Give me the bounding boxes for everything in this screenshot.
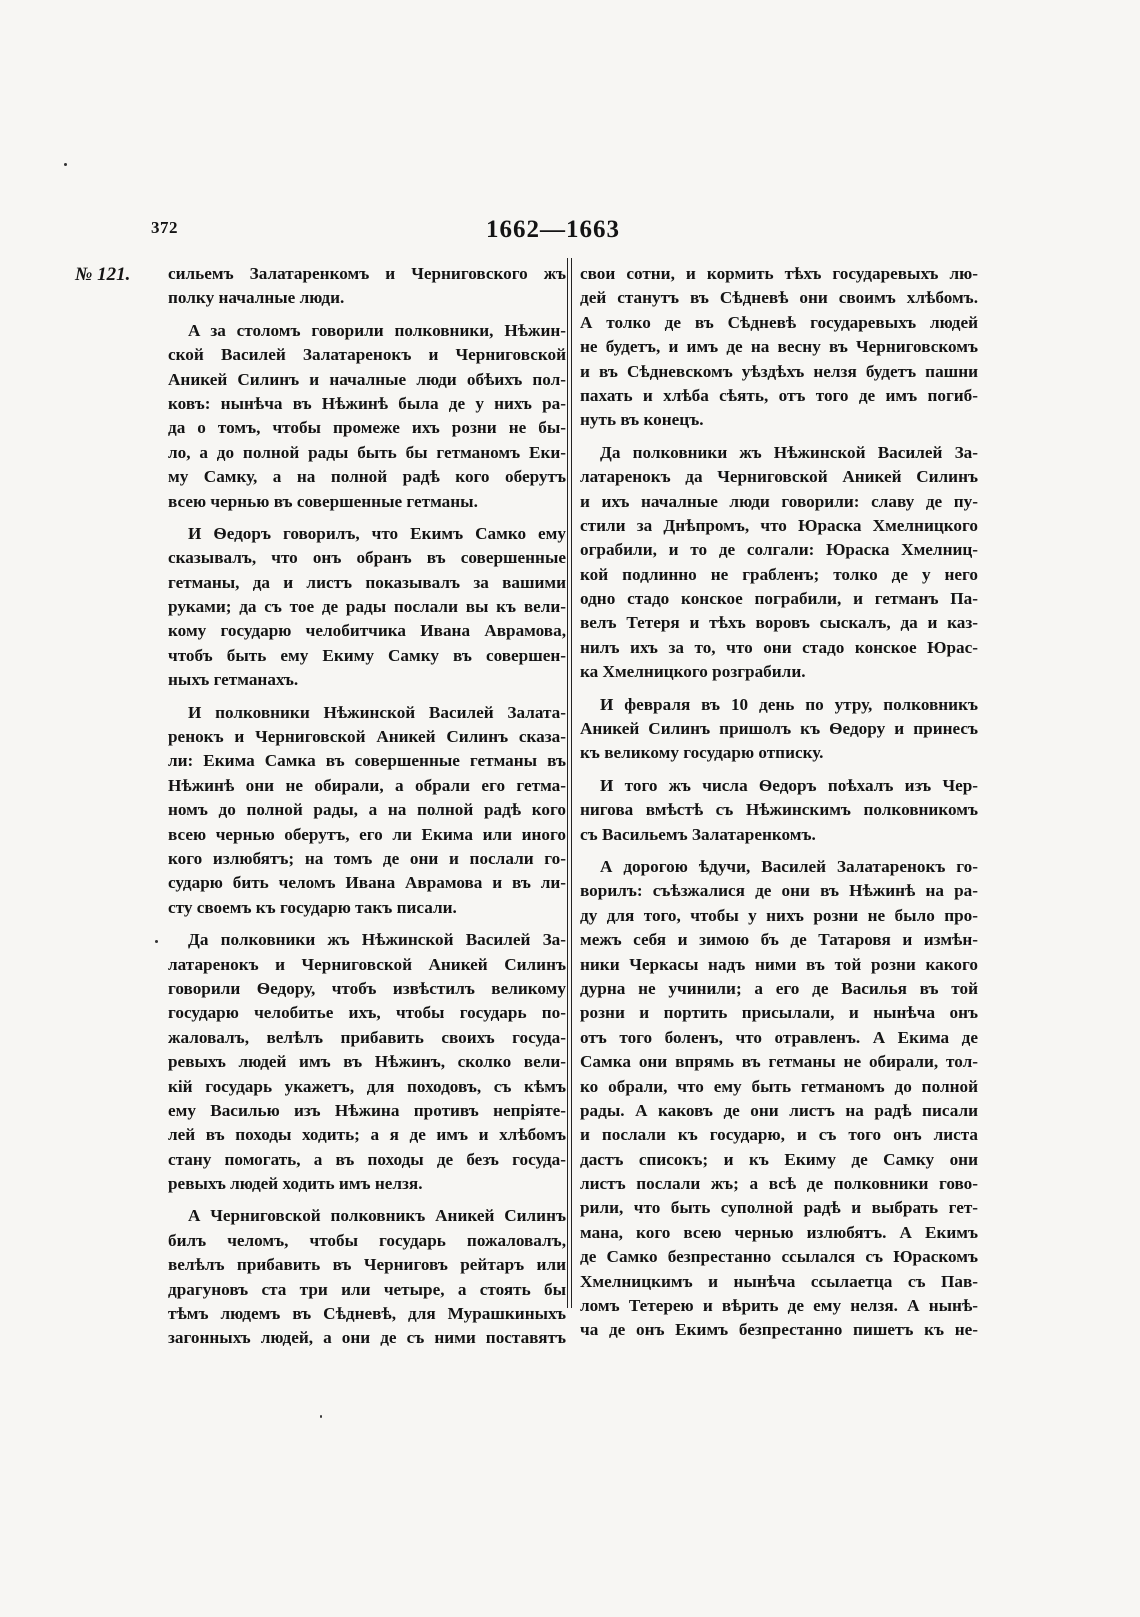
text-line: дей станутъ въ Сѣдневѣ они своимъ хлѣбомъ. <box>580 288 978 308</box>
text-line: ренокъ и Черниговской Аникей Силинъ сказа- <box>168 727 566 747</box>
text-line: ка Хмелницкого розграбили. <box>580 662 806 682</box>
left-column <box>168 262 566 1351</box>
text-line: ской Василей Залатаренокъ и Черниговской <box>168 345 566 365</box>
text-line: лей въ походы ходить; а я де имъ и хлѣбомъ <box>168 1125 566 1145</box>
paragraph-gap <box>168 514 566 522</box>
text-line: ники Черкасы надъ ними въ той розни какого <box>580 954 978 974</box>
text-line: и ихъ началные люди говорили: славу де пу- <box>580 491 978 511</box>
document-number: № 121. <box>75 264 131 285</box>
text-line: драгуновъ ста три или четыре, а стоять бы <box>168 1279 566 1299</box>
text-line: кому государю челобитчика Ивана Аврамова, <box>168 621 566 641</box>
text-line: и послали къ государю, и съ того онъ листа <box>580 1125 978 1145</box>
text-line: ныхъ гетманахъ. <box>168 670 299 690</box>
text-line: кой подлинно не грабленъ; толко де у него <box>580 564 978 584</box>
text-line: нигова вмѣстѣ съ Нѣжинскимъ полковникомъ <box>580 800 978 820</box>
text-line: одно стадо конское пограбили, и гетманъ Па- <box>580 589 978 609</box>
text-line: Хмелницкимъ и нынѣча ссылаетца съ Пав- <box>580 1271 978 1291</box>
text-line: стану помогать, а въ походы де безъ госуда- <box>168 1149 566 1169</box>
text-line: дастъ списокъ; и къ Екиму де Самку они <box>580 1149 978 1169</box>
paragraph-gap <box>168 693 566 701</box>
text-line: сильемъ Залатаренкомъ и Черниговского жъ <box>168 264 566 283</box>
text-line: не будетъ, и имъ де на весну въ Черниговскомъ <box>580 337 978 357</box>
text-line: велѣлъ прибавить въ Черниговъ рейтаръ или <box>168 1255 566 1275</box>
text-line: велъ Тетеря и тѣхъ воровъ сыскалъ, да и каз- <box>580 613 978 633</box>
text-line: нуть въ конецъ. <box>580 410 704 430</box>
paragraph-gap <box>580 847 978 855</box>
column-divider <box>567 258 568 1308</box>
text-line: полку началные люди. <box>168 288 345 308</box>
text-line: И того жъ числа Ѳедоръ поѣхалъ изъ Чер- <box>600 775 978 795</box>
text-line: И февраля въ 10 день по утру, полковникъ <box>600 694 978 714</box>
text-line: ограбили, и то де солгали: Юраска Хмелниц- <box>580 540 978 560</box>
paragraph-gap <box>580 766 978 774</box>
text-line: жаловалъ, велѣлъ прибавить своихъ госуда- <box>168 1027 566 1047</box>
text-line: латаренокъ и Черниговской Аникей Силинъ <box>168 954 566 974</box>
text-line: сту своемъ къ государю такъ писали. <box>168 897 457 917</box>
text-line: Да полковники жъ Нѣжинской Василей За- <box>600 442 978 462</box>
text-line: латаренокъ да Черниговской Аникей Силинъ <box>580 467 978 487</box>
text-line: загонныхъ людей, а они де съ ними поставятъ <box>168 1328 566 1348</box>
text-line: му Самку, а на полной радѣ кого оберутъ <box>168 467 566 487</box>
text-line: Нѣжинѣ они не обирали, а обрали его гетма- <box>168 775 566 795</box>
text-line: И Ѳедоръ говорилъ, что Екимъ Самко ему <box>188 523 566 543</box>
text-line: рили, что быть суполной радѣ и выбрать гет- <box>580 1198 978 1218</box>
scan-speck <box>64 163 67 166</box>
text-line: А дорогою ѣдучи, Василей Залатаренокъ го- <box>600 856 978 876</box>
text-line: съ Васильемъ Залатаренкомъ. <box>580 824 816 844</box>
text-line: ду для того, чтобы у нихъ розни не было про- <box>580 905 978 925</box>
text-line: ревыхъ людей ходить имъ нелзя. <box>168 1174 423 1194</box>
text-line: и въ Сѣдневскомъ уѣздѣхъ нелзя будетъ пашни <box>580 361 978 381</box>
text-line: ревыхъ людей имъ въ Нѣжинъ, сколко вели- <box>168 1052 566 1072</box>
text-line: да о томъ, чтобы промеже ихъ розни не бы- <box>168 418 566 438</box>
text-line: чтобъ быть ему Екиму Самку въ совершен- <box>168 645 566 665</box>
text-line: ему Василью изъ Нѣжина противъ непріяте- <box>168 1100 566 1120</box>
text-line: А толко де въ Сѣдневѣ государевыхъ людей <box>580 312 978 332</box>
text-line: Да полковники жъ Нѣжинской Василей За- <box>188 930 566 950</box>
text-line: ломъ Тетерею и вѣрить де ему нелзя. А нынѣ- <box>580 1296 978 1316</box>
text-line: сударю бить челомъ Ивана Аврамова и въ ли- <box>168 873 566 893</box>
text-line: руками; да съ тое де рады послали вы къ вели- <box>168 597 566 617</box>
text-line: ло, а до полной рады быть бы гетманомъ Еки- <box>168 442 566 462</box>
text-line: номъ до полной рады, а на полной радѣ кого <box>168 800 566 820</box>
text-line: Аникей Силинъ и началные люди обѣихъ пол- <box>168 369 566 389</box>
text-line: всею чернью въ совершенные гетманы. <box>168 491 478 511</box>
paragraph-gap <box>580 433 978 441</box>
text-line: ко обрали, что ему быть гетманомъ до полной <box>580 1076 978 1096</box>
text-line: дурна не учинили; а его де Василья въ той <box>580 978 978 998</box>
text-line: государю челобитье ихъ, чтобы государь по- <box>168 1003 566 1023</box>
text-line: свои сотни, и кормить тѣхъ государевыхъ лю- <box>580 264 978 283</box>
text-line: тѣмъ людемъ въ Сѣдневѣ, для Мурашкиныхъ <box>168 1304 566 1324</box>
column-divider <box>571 258 572 1308</box>
text-line: А Черниговской полковникъ Аникей Силинъ <box>188 1206 566 1226</box>
text-line: межъ себя и зимою бъ де Татаровя и измѣн- <box>580 930 978 950</box>
text-line: рады. А каковъ де они листъ на радѣ писали <box>580 1100 978 1120</box>
scan-speck <box>320 1415 322 1418</box>
text-line: билъ челомъ, чтобы государь пожаловалъ, <box>168 1230 566 1250</box>
text-line: A за столомъ говорили полковники, Нѣжин- <box>188 320 566 340</box>
paragraph-gap <box>168 1196 566 1204</box>
text-line: стили за Днѣпромъ, что Юраска Хмелницкого <box>580 515 978 535</box>
text-line: И полковники Нѣжинской Василей Залата- <box>188 702 566 722</box>
text-line: отъ того боленъ, что отравленъ. А Екима де <box>580 1027 978 1047</box>
page-number: 372 <box>151 218 178 237</box>
text-line: кого излюбятъ; на томъ де они и послали го- <box>168 848 566 868</box>
text-line: кій государь укажетъ, для походовъ, съ кѣмъ <box>168 1076 566 1096</box>
paragraph-gap <box>168 920 566 928</box>
right-column <box>580 262 978 1343</box>
text-line: листъ послали жъ; а всѣ де полковники гово- <box>580 1174 978 1194</box>
text-line: къ великому государю отписку. <box>580 743 824 763</box>
page-title: 1662—1663 <box>486 216 620 243</box>
paragraph-gap <box>168 311 566 319</box>
text-line: сказывалъ, что онъ обранъ въ совершенные <box>168 548 566 568</box>
text-line: пахать и хлѣба сѣять, отъ того де имъ погиб- <box>580 385 978 405</box>
text-line: ча де онъ Екимъ безпрестанно пишетъ къ не- <box>580 1320 978 1340</box>
scan-speck <box>155 940 158 943</box>
text-line: ворилъ: съѣзжалися де они въ Нѣжинѣ на ра- <box>580 881 978 901</box>
paragraph-gap <box>580 685 978 693</box>
text-line: мана, кого всею чернью излюбятъ. А Екимъ <box>580 1222 978 1242</box>
text-line: Самка они впрямь въ гетманы не обирали, тол- <box>580 1052 978 1072</box>
text-line: де Самко безпрестанно ссылался съ Юраскомъ <box>580 1247 978 1267</box>
text-line: Аникей Силинъ пришолъ къ Ѳедору и принесъ <box>580 719 978 739</box>
text-line: ли: Екима Самка въ совершенные гетманы въ <box>168 751 566 771</box>
text-line: говорили Ѳедору, чтобъ извѣстилъ великому <box>168 978 566 998</box>
text-line: розни и портить присылали, и нынѣча онъ <box>580 1003 978 1023</box>
text-line: всею чернью оберутъ, его ли Екима или иного <box>168 824 566 844</box>
text-line: гетманы, да и листъ показывалъ за вашими <box>168 572 566 592</box>
text-line: нилъ ихъ за то, что они стадо конское Юрас- <box>580 637 978 657</box>
text-line: ковъ: нынѣча въ Нѣжинѣ была де у нихъ ра- <box>168 393 566 413</box>
